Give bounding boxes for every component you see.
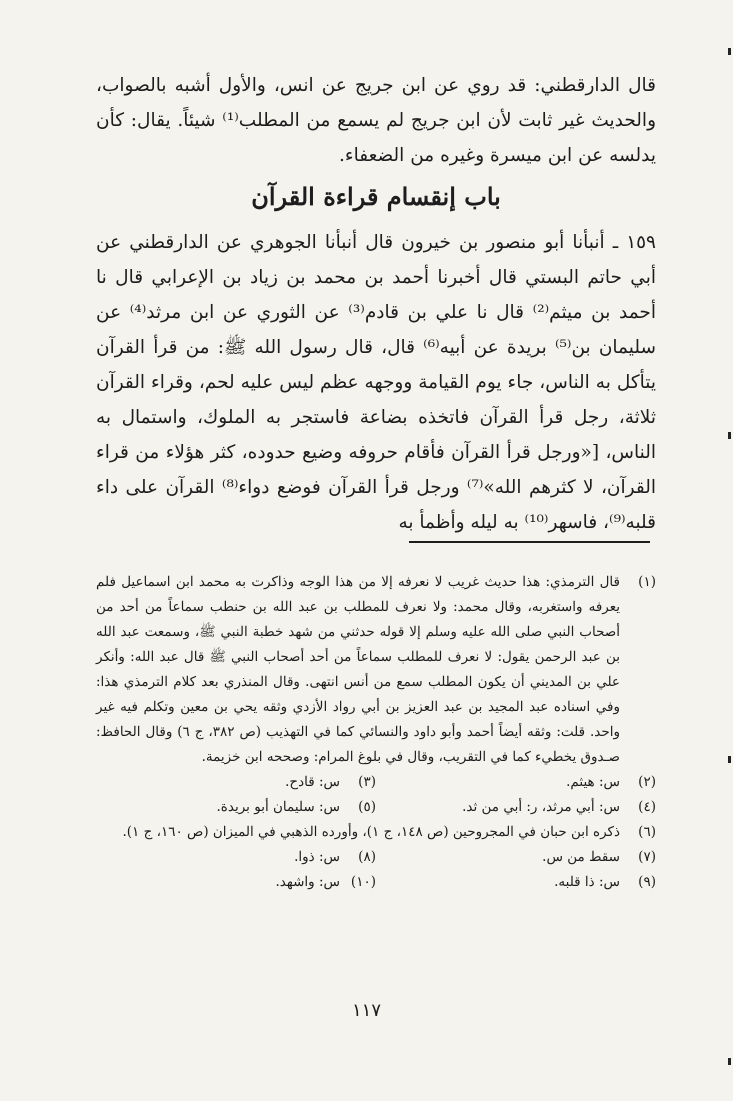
footnote-text: س: ذا قلبه. bbox=[554, 874, 620, 890]
footnote-text: س: سليمان أبو بريدة. bbox=[216, 799, 340, 815]
footnote-2 bbox=[376, 770, 656, 795]
footnote-5 bbox=[96, 795, 376, 820]
footnotes bbox=[96, 570, 656, 895]
footnote-8 bbox=[96, 845, 376, 870]
footnote-row bbox=[96, 870, 656, 895]
footnote-number: (٢) bbox=[638, 774, 656, 790]
footnote-number: (٣) bbox=[358, 774, 376, 790]
hadith-paragraph: ١٥٩ ـ أنبأنا أبو منصور بن خيرون قال أنبأنا الجوهري عن الدارقطني عن أبي حاتم البستي قال أخبرنا أحمد بن محمد بن زياد بن الإعرابي قال نا أحمد بن ميثم⁽²⁾ قال نا علي بن قادم⁽³⁾ عن الثوري عن ابن مرثد⁽⁴⁾ عن سليمان بن⁽⁵⁾ بريدة عن أبيه⁽⁶⁾ قال، قال رسول الله ﷺ: من قرأ القرآن يتأكل به الناس، جاء يوم القيامة ووجهه عظم ليس عليه لحم، وقراء القرآن ثلاثة، رجل قرأ القرآن فاتخذه بضاعة فاستجر به الملوك، واستمال به الناس، [«ورجل قرأ القرآن فأقام حروفه وضيع حدوده، كثر هؤلاء من قراء القرآن، لا كثرهم الله»⁽⁷⁾ ورجل قرأ القرآن فوضع دواء⁽⁸⁾ القرآن على داء قلبه⁽⁹⁾، فاسهر⁽¹⁰⁾ به ليله وأظمأ به bbox=[96, 232, 657, 533]
footnote-number: (١) bbox=[638, 574, 656, 590]
footnote-text: قال الترمذي: هذا حديث غريب لا نعرفه إلا من هذا الوجه وذاكرت به محمد ابن اسماعيل فلم يعرفه واستغربه، وقال محمد: ولا نعرف للمطلب بن عبد الله بن حنطب سماعاً من أحد من أصحاب النبي صلى الله عليه وسلم إلا قوله حدثني من شهد خطبة النبي ﷺ، وسمعت عبد الله بن عبد الرحمن يقول: لا نعرف للمطلب سماعاً من أحد أصحاب النبي ﷺ قال عبد الله: وأنكر علي بن المديني أن يكون المطلب سمع من أنس انتهى. وقال المنذري بعد كلام الترمذي هذا: وفي اسناده عبد المجيد بن عبد العزيز بن أبي رواد الأزدي وثقه يحي بن معين وتكلم فيه غير واحد. قلت: وثقه أيضاً أحمد وأبو داود والنسائي كما في التهذيب (ص ٣٨٢، ج ٦) وقال الحافظ: صـدوق يخطيء كما في التقريب، وقال في بلوغ المرام: وصححه ابن خزيمة. bbox=[96, 574, 620, 765]
footnote-row bbox=[96, 795, 656, 820]
footnote-number: (١٠) bbox=[350, 874, 376, 890]
footnote-number: (٦) bbox=[638, 824, 656, 840]
scan-mark bbox=[728, 432, 731, 439]
page-number: ١١٧ bbox=[351, 1000, 381, 1021]
footnote-number: (٤) bbox=[638, 799, 656, 815]
footnote-text: س: قادح. bbox=[285, 774, 340, 790]
footnote-text: سقط من س. bbox=[542, 849, 620, 865]
scan-mark bbox=[728, 48, 731, 55]
footnote-text: ذكره ابن حبان في المجروحين (ص ١٤٨، ج ١)، وأورده الذهبي في الميزان (ص ١٦٠، ج ١). bbox=[122, 824, 620, 840]
scan-mark bbox=[728, 756, 731, 763]
footnote-4 bbox=[376, 795, 656, 820]
chapter-heading: باب إنقسام قراءة القرآن bbox=[251, 182, 501, 211]
footnote-text: س: واشهد. bbox=[275, 874, 340, 890]
main-text bbox=[96, 68, 656, 540]
footnote-row bbox=[96, 845, 656, 870]
footnote-number: (٨) bbox=[358, 849, 376, 865]
footnote-text: س: ذوا. bbox=[294, 849, 340, 865]
footnote-7 bbox=[376, 845, 656, 870]
footnote-10 bbox=[96, 870, 376, 895]
footnote-9 bbox=[376, 870, 656, 895]
footnote-separator bbox=[409, 541, 650, 543]
footnote-6 bbox=[96, 820, 656, 845]
footnote-number: (٧) bbox=[638, 849, 656, 865]
footnote-number: (٥) bbox=[358, 799, 376, 815]
footnote-1 bbox=[96, 570, 656, 770]
footnote-number: (٩) bbox=[638, 874, 656, 890]
footnote-row bbox=[96, 770, 656, 795]
footnote-text: س: أبي مرثد، ر: أبي من ثد. bbox=[462, 799, 620, 815]
intro-paragraph: قال الدارقطني: قد روي عن ابن جريج عن انس، والأول أشبه بالصواب، والحديث غير ثابت لأن ابن جريج لم يسمع من المطلب⁽¹⁾ شيئاً. يقال: كأن يدلسه عن ابن ميسرة وغيره من الضعفاء. bbox=[96, 75, 657, 166]
footnote-text: س: هيثم. bbox=[566, 774, 620, 790]
footnote-3 bbox=[96, 770, 376, 795]
scan-mark bbox=[728, 1058, 731, 1065]
